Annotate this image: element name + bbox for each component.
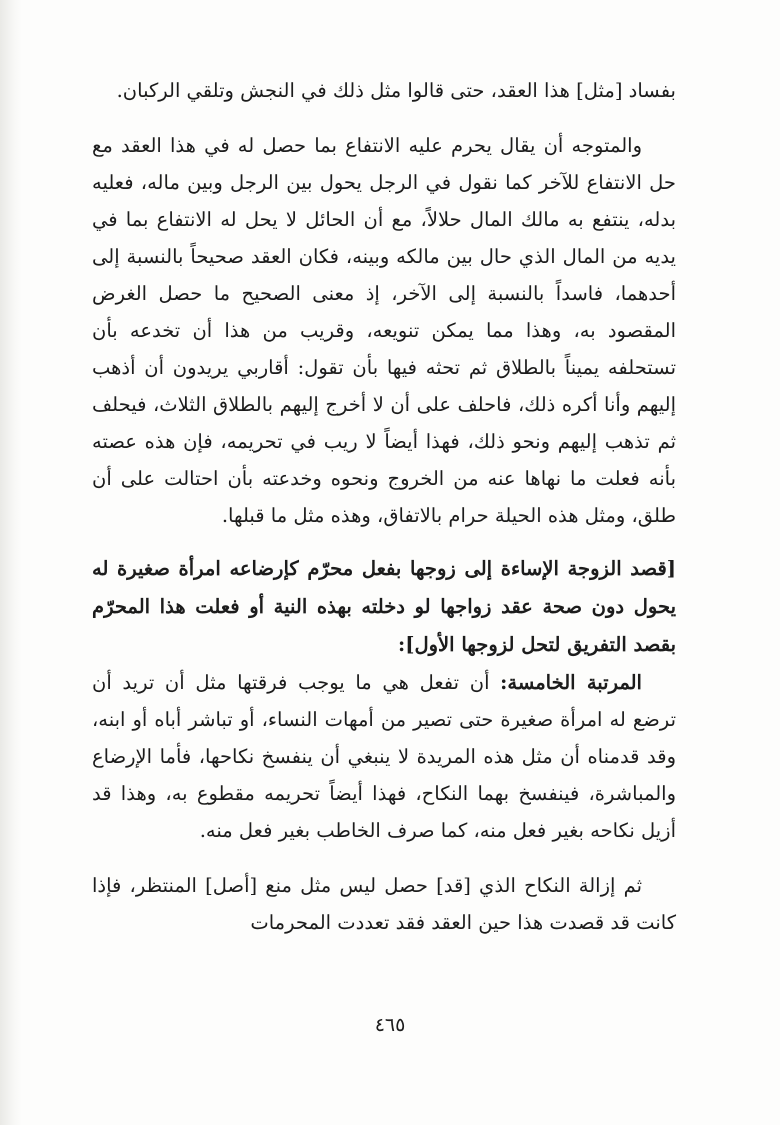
paragraph-fifth-rank xyxy=(92,664,676,849)
paragraph-fifth-rank-body: أن تفعل هي ما يوجب فرقتها مثل أن تريد أن ترضع له امرأة صغيرة حتى تصير من أمهات النساء، أو تباشر أباه أو ابنه، وقد قدمناه أن مثل هذه المريدة لا ينبغي أن ينفسخ نكاحها، فأما الإرضاع والمباشرة، فينفسخ بهما النكاح، فهذا أيضاً تحريمه مقطوع به، وهذا قد أزيل نكاحه بغير فعل منه، كما صرف الخاطب بغير فعل منه. xyxy=(92,671,676,842)
page-body xyxy=(92,72,676,941)
paragraph-final: ثم إزالة النكاح الذي [قد] حصل ليس مثل منع [أصل] المنتظر، فإذا كانت قد قصدت هذا حين العقد فقد تعددت المحرمات xyxy=(92,874,676,934)
paragraph-continuation: بفساد [مثل] هذا العقد، حتى قالوا مثل ذلك في النجش وتلقي الركبان. xyxy=(116,79,676,102)
section-heading: [قصد الزوجة الإساءة إلى زوجها بفعل محرّم كإرضاعه امرأة صغيرة له يحول دون صحة عقد زواجها لو دخلته بهذه النية أو فعلت هذا المحرّم بقصد التفريق لتحل لزوجها الأول]: xyxy=(92,557,676,656)
page-number: ٤٦٥ xyxy=(374,1014,406,1036)
page-edge-shadow xyxy=(0,0,22,1125)
paragraph-main: والمتوجه أن يقال يحرم عليه الانتفاع بما حصل له في هذا العقد مع حل الانتفاع للآخر كما نقول في الرجل يحول بين الرجل وبين ماله، فعليه بدله، ينتفع به مالك المال حلالاً، مع أن الحائل لا يحل له الانتفاع بما في يديه من المال الذي حال بين مالكه وبينه، فكان العقد صحيحاً بالنسبة إلى أحدهما، فاسداً بالنسبة إلى الآخر، إذ معنى الصحيح ما حصل الغرض المقصود به، وهذا مما يمكن تنويعه، وقريب من هذا أن تخدعه بأن تستحلفه يميناً بالطلاق ثم تحثه فيها بأن تقول: أقاربي يريدون أن أذهب إليهم وأنا أكره ذلك، فاحلف على أن لا أخرج إليهم بالطلاق الثلاث، فيحلف ثم تذهب إليهم ونحو ذلك، فهذا أيضاً لا ريب في تحريمه، فإن هذه عصته بأنه فعلت ما نهاها عنه من الخروج ونحوه وخدعته بأن احتالت على أن طلق، ومثل هذه الحيلة حرام بالاتفاق، وهذه مثل ما قبلها. xyxy=(92,134,676,527)
paragraph-lead-term: المرتبة الخامسة: xyxy=(500,671,642,694)
